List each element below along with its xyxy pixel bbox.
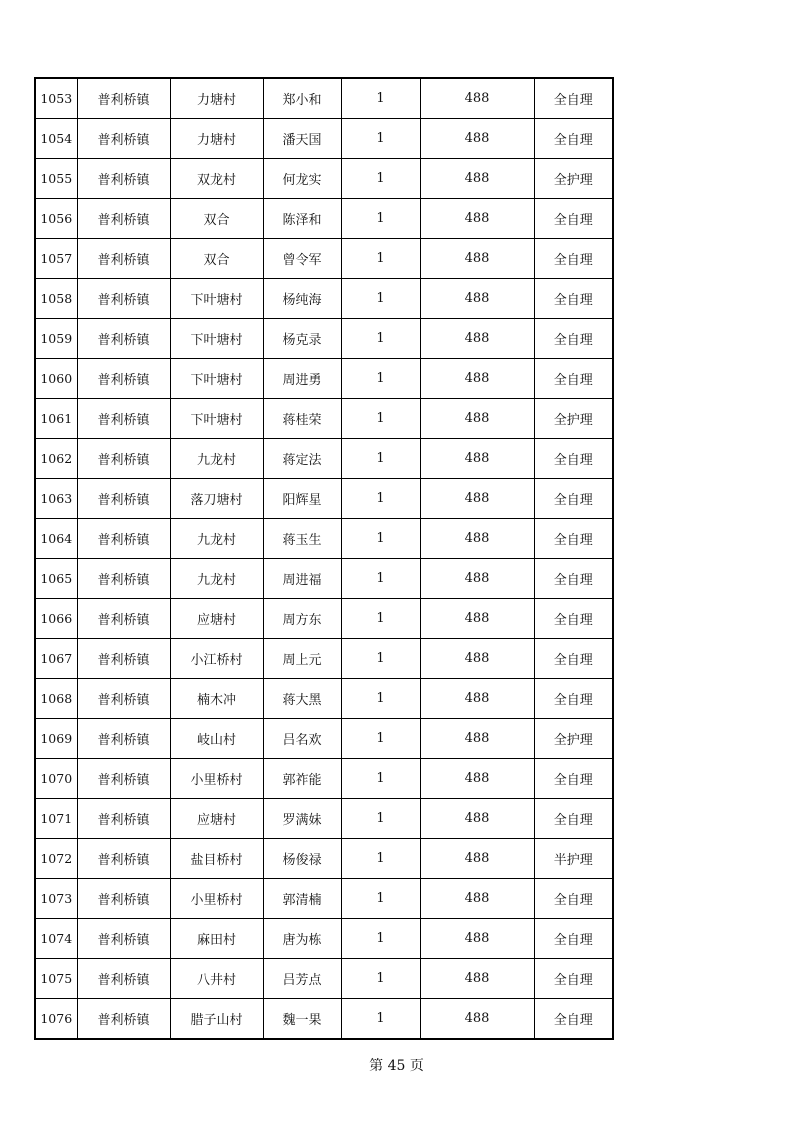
care-type-cell: 全自理 [534, 919, 613, 959]
village-cell: 力塘村 [170, 119, 263, 159]
count-cell: 1 [341, 479, 420, 519]
table-row [35, 999, 613, 1040]
village-cell: 双合 [170, 239, 263, 279]
count-cell: 1 [341, 439, 420, 479]
count-cell: 1 [341, 199, 420, 239]
care-type-cell: 全自理 [534, 439, 613, 479]
row-number-cell: 1063 [35, 479, 77, 519]
care-type-cell: 全自理 [534, 239, 613, 279]
table-row [35, 919, 613, 959]
care-type-cell: 全护理 [534, 399, 613, 439]
name-cell: 周进勇 [263, 359, 341, 399]
care-type-cell: 全自理 [534, 78, 613, 119]
town-cell: 普利桥镇 [77, 839, 170, 879]
village-cell: 腊子山村 [170, 999, 263, 1040]
amount-cell: 488 [420, 639, 534, 679]
amount-cell: 488 [420, 519, 534, 559]
count-cell: 1 [341, 839, 420, 879]
village-cell: 落刀塘村 [170, 479, 263, 519]
table-row [35, 519, 613, 559]
row-number-cell: 1060 [35, 359, 77, 399]
care-type-cell: 全自理 [534, 959, 613, 999]
count-cell: 1 [341, 559, 420, 599]
name-cell: 陈泽和 [263, 199, 341, 239]
amount-cell: 488 [420, 439, 534, 479]
town-cell: 普利桥镇 [77, 639, 170, 679]
count-cell: 1 [341, 679, 420, 719]
care-type-cell: 全护理 [534, 719, 613, 759]
name-cell: 杨克录 [263, 319, 341, 359]
count-cell: 1 [341, 399, 420, 439]
row-number-cell: 1054 [35, 119, 77, 159]
name-cell: 潘天国 [263, 119, 341, 159]
amount-cell: 488 [420, 119, 534, 159]
row-number-cell: 1053 [35, 78, 77, 119]
village-cell: 下叶塘村 [170, 399, 263, 439]
amount-cell: 488 [420, 999, 534, 1040]
village-cell: 下叶塘村 [170, 279, 263, 319]
count-cell: 1 [341, 879, 420, 919]
count-cell: 1 [341, 319, 420, 359]
village-cell: 小里桥村 [170, 759, 263, 799]
name-cell: 何龙实 [263, 159, 341, 199]
village-cell: 双龙村 [170, 159, 263, 199]
amount-cell: 488 [420, 919, 534, 959]
name-cell: 吕芳点 [263, 959, 341, 999]
count-cell: 1 [341, 719, 420, 759]
table-row [35, 279, 613, 319]
name-cell: 杨纯海 [263, 279, 341, 319]
table-row [35, 719, 613, 759]
care-type-cell: 全自理 [534, 799, 613, 839]
table-row [35, 479, 613, 519]
row-number-cell: 1056 [35, 199, 77, 239]
count-cell: 1 [341, 919, 420, 959]
amount-cell: 488 [420, 599, 534, 639]
name-cell: 周上元 [263, 639, 341, 679]
village-cell: 九龙村 [170, 439, 263, 479]
row-number-cell: 1066 [35, 599, 77, 639]
table-row [35, 399, 613, 439]
amount-cell: 488 [420, 279, 534, 319]
village-cell: 应塘村 [170, 799, 263, 839]
table-row [35, 799, 613, 839]
town-cell: 普利桥镇 [77, 559, 170, 599]
row-number-cell: 1057 [35, 239, 77, 279]
count-cell: 1 [341, 279, 420, 319]
name-cell: 阳辉星 [263, 479, 341, 519]
village-cell: 小江桥村 [170, 639, 263, 679]
name-cell: 周进福 [263, 559, 341, 599]
village-cell: 双合 [170, 199, 263, 239]
name-cell: 罗满妹 [263, 799, 341, 839]
care-type-cell: 全自理 [534, 879, 613, 919]
table-row [35, 759, 613, 799]
care-type-cell: 全自理 [534, 639, 613, 679]
row-number-cell: 1073 [35, 879, 77, 919]
amount-cell: 488 [420, 359, 534, 399]
name-cell: 唐为栋 [263, 919, 341, 959]
town-cell: 普利桥镇 [77, 519, 170, 559]
amount-cell: 488 [420, 78, 534, 119]
care-type-cell: 全自理 [534, 319, 613, 359]
table-row [35, 959, 613, 999]
care-type-cell: 全自理 [534, 279, 613, 319]
row-number-cell: 1055 [35, 159, 77, 199]
count-cell: 1 [341, 119, 420, 159]
care-type-cell: 全自理 [534, 359, 613, 399]
care-type-cell: 全自理 [534, 759, 613, 799]
name-cell: 吕名欢 [263, 719, 341, 759]
care-type-cell: 全护理 [534, 159, 613, 199]
count-cell: 1 [341, 78, 420, 119]
row-number-cell: 1061 [35, 399, 77, 439]
village-cell: 麻田村 [170, 919, 263, 959]
row-number-cell: 1074 [35, 919, 77, 959]
village-cell: 小里桥村 [170, 879, 263, 919]
name-cell: 蒋大黑 [263, 679, 341, 719]
name-cell: 蒋玉生 [263, 519, 341, 559]
count-cell: 1 [341, 959, 420, 999]
count-cell: 1 [341, 639, 420, 679]
count-cell: 1 [341, 519, 420, 559]
town-cell: 普利桥镇 [77, 599, 170, 639]
count-cell: 1 [341, 359, 420, 399]
table-row [35, 199, 613, 239]
town-cell: 普利桥镇 [77, 879, 170, 919]
amount-cell: 488 [420, 479, 534, 519]
care-type-cell: 全自理 [534, 559, 613, 599]
village-cell: 楠木冲 [170, 679, 263, 719]
amount-cell: 488 [420, 559, 534, 599]
village-cell: 应塘村 [170, 599, 263, 639]
amount-cell: 488 [420, 399, 534, 439]
town-cell: 普利桥镇 [77, 399, 170, 439]
amount-cell: 488 [420, 239, 534, 279]
village-cell: 岐山村 [170, 719, 263, 759]
care-type-cell: 全自理 [534, 679, 613, 719]
amount-cell: 488 [420, 799, 534, 839]
row-number-cell: 1059 [35, 319, 77, 359]
town-cell: 普利桥镇 [77, 759, 170, 799]
name-cell: 郭清楠 [263, 879, 341, 919]
town-cell: 普利桥镇 [77, 959, 170, 999]
town-cell: 普利桥镇 [77, 78, 170, 119]
table-row [35, 839, 613, 879]
row-number-cell: 1068 [35, 679, 77, 719]
row-number-cell: 1065 [35, 559, 77, 599]
row-number-cell: 1070 [35, 759, 77, 799]
town-cell: 普利桥镇 [77, 679, 170, 719]
name-cell: 杨俊禄 [263, 839, 341, 879]
care-type-cell: 半护理 [534, 839, 613, 879]
table-body [35, 78, 613, 1039]
village-cell: 盐目桥村 [170, 839, 263, 879]
care-type-cell: 全自理 [534, 199, 613, 239]
table-row [35, 359, 613, 399]
row-number-cell: 1071 [35, 799, 77, 839]
village-cell: 下叶塘村 [170, 319, 263, 359]
row-number-cell: 1075 [35, 959, 77, 999]
table-row [35, 78, 613, 119]
table-row [35, 599, 613, 639]
amount-cell: 488 [420, 719, 534, 759]
table-row [35, 639, 613, 679]
care-type-cell: 全自理 [534, 599, 613, 639]
town-cell: 普利桥镇 [77, 319, 170, 359]
count-cell: 1 [341, 999, 420, 1040]
name-cell: 郑小和 [263, 78, 341, 119]
page-number: 第 45 页 [369, 1058, 424, 1074]
town-cell: 普利桥镇 [77, 919, 170, 959]
name-cell: 曾令军 [263, 239, 341, 279]
name-cell: 蒋桂荣 [263, 399, 341, 439]
town-cell: 普利桥镇 [77, 719, 170, 759]
name-cell: 周方东 [263, 599, 341, 639]
amount-cell: 488 [420, 679, 534, 719]
table-row [35, 319, 613, 359]
care-type-cell: 全自理 [534, 479, 613, 519]
town-cell: 普利桥镇 [77, 359, 170, 399]
count-cell: 1 [341, 159, 420, 199]
amount-cell: 488 [420, 159, 534, 199]
amount-cell: 488 [420, 879, 534, 919]
row-number-cell: 1062 [35, 439, 77, 479]
village-cell: 力塘村 [170, 78, 263, 119]
name-cell: 魏一果 [263, 999, 341, 1040]
town-cell: 普利桥镇 [77, 239, 170, 279]
town-cell: 普利桥镇 [77, 999, 170, 1040]
count-cell: 1 [341, 799, 420, 839]
count-cell: 1 [341, 759, 420, 799]
town-cell: 普利桥镇 [77, 159, 170, 199]
town-cell: 普利桥镇 [77, 479, 170, 519]
care-type-cell: 全自理 [534, 519, 613, 559]
name-cell: 郭祚能 [263, 759, 341, 799]
count-cell: 1 [341, 239, 420, 279]
table-row [35, 879, 613, 919]
village-cell: 下叶塘村 [170, 359, 263, 399]
records-table [34, 77, 614, 1040]
town-cell: 普利桥镇 [77, 199, 170, 239]
count-cell: 1 [341, 599, 420, 639]
table-row [35, 119, 613, 159]
table-row [35, 679, 613, 719]
row-number-cell: 1064 [35, 519, 77, 559]
row-number-cell: 1072 [35, 839, 77, 879]
amount-cell: 488 [420, 959, 534, 999]
amount-cell: 488 [420, 839, 534, 879]
table-row [35, 439, 613, 479]
town-cell: 普利桥镇 [77, 799, 170, 839]
table-row [35, 159, 613, 199]
town-cell: 普利桥镇 [77, 279, 170, 319]
table-row [35, 239, 613, 279]
amount-cell: 488 [420, 199, 534, 239]
care-type-cell: 全自理 [534, 999, 613, 1040]
amount-cell: 488 [420, 319, 534, 359]
amount-cell: 488 [420, 759, 534, 799]
row-number-cell: 1076 [35, 999, 77, 1040]
row-number-cell: 1067 [35, 639, 77, 679]
row-number-cell: 1058 [35, 279, 77, 319]
town-cell: 普利桥镇 [77, 439, 170, 479]
village-cell: 九龙村 [170, 559, 263, 599]
town-cell: 普利桥镇 [77, 119, 170, 159]
care-type-cell: 全自理 [534, 119, 613, 159]
table-row [35, 559, 613, 599]
name-cell: 蒋定法 [263, 439, 341, 479]
row-number-cell: 1069 [35, 719, 77, 759]
village-cell: 九龙村 [170, 519, 263, 559]
village-cell: 八井村 [170, 959, 263, 999]
